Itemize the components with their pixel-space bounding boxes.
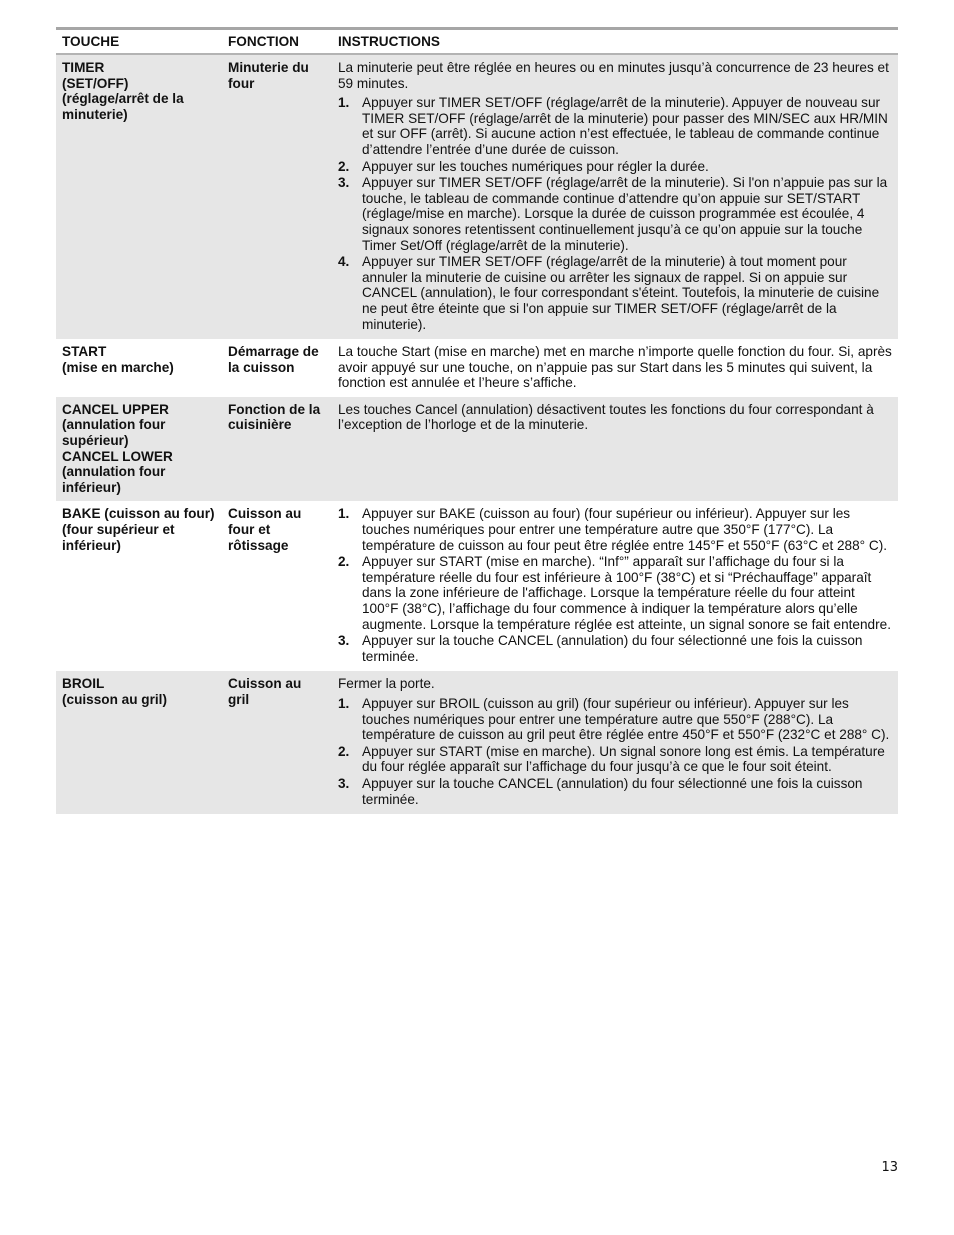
step-number: 2. xyxy=(338,158,350,174)
step-text: Appuyer sur la touche CANCEL (annulation) du four sélectionné une fois la cuisson terminée. xyxy=(362,775,863,807)
step-number: 2. xyxy=(338,554,350,570)
instructions-intro: La minuterie peut être réglée en heures ou en minutes jusqu’à concurrence de 23 heures et 59 minutes. xyxy=(338,60,889,91)
step-item xyxy=(338,506,892,553)
step-number: 3. xyxy=(338,175,350,191)
step-number: 3. xyxy=(338,775,350,791)
page-number: 13 xyxy=(881,1160,898,1175)
instructions-cell xyxy=(332,671,898,814)
instructions-intro: Fermer la porte. xyxy=(338,676,435,692)
function-label: Minuterie du four xyxy=(228,60,309,91)
function-label: Fonction de la cuisinière xyxy=(228,401,321,433)
oven-controls-table xyxy=(56,27,898,814)
step-text: Appuyer sur TIMER SET/OFF (réglage/arrêt de la minuterie). Appuyer de nouveau sur TIMER SET/OFF (réglage/arrêt de la minuterie) pour passer des MIN/SEC aux HR/MIN et sur OFF (arrêt). Si aucune action n’est effectuée, le tableau de commande continue d’attendre l’entrée d’une durée de cuisson. xyxy=(362,95,888,157)
header-fonction: FONCTION xyxy=(222,29,332,55)
key-cell xyxy=(56,397,222,502)
header-touche: TOUCHE xyxy=(56,29,222,55)
key-label: BROIL (cuisson au gril) xyxy=(62,676,167,707)
table-header-row xyxy=(56,29,898,55)
step-item xyxy=(338,744,892,775)
instructions-steps xyxy=(338,95,892,332)
function-cell xyxy=(222,501,332,671)
key-cell xyxy=(56,671,222,814)
step-text: Appuyer sur BROIL (cuisson au gril) (four supérieur ou inférieur). Appuyer sur les touches numériques pour entrer une température autre que 550°F (288°C). La température de cuisson au gril peut être réglée entre 450°F et 550°F (232°C et 288° C). xyxy=(362,695,890,743)
key-cell xyxy=(56,54,222,339)
key-cell xyxy=(56,501,222,671)
step-item xyxy=(338,175,892,253)
instructions-steps xyxy=(338,506,892,664)
step-number: 1. xyxy=(338,95,350,111)
step-item xyxy=(338,95,892,157)
step-number: 2. xyxy=(338,743,350,759)
step-number: 4. xyxy=(338,254,350,270)
step-text: Appuyer sur START (mise en marche). Un signal sonore long est émis. La température du four réglée apparaît sur l’affichage du four jusqu’à ce que le four soit éteint. xyxy=(362,743,885,775)
step-number: 3. xyxy=(338,633,350,649)
instructions-intro: Les touches Cancel (annulation) désactivent toutes les fonctions du four correspondant à l’exception de l’horloge et de la minuterie. xyxy=(338,401,874,433)
key-cell xyxy=(56,339,222,397)
key-label: TIMER (SET/OFF) (réglage/arrêt de la minuterie) xyxy=(62,60,184,122)
step-text: Appuyer sur les touches numériques pour régler la durée. xyxy=(362,158,709,174)
function-cell xyxy=(222,54,332,339)
table-row-bake xyxy=(56,501,898,671)
function-cell xyxy=(222,339,332,397)
step-item xyxy=(338,254,892,332)
instructions-cell xyxy=(332,501,898,671)
instructions-cell xyxy=(332,339,898,397)
step-item xyxy=(338,776,892,807)
key-label: CANCEL UPPER (annulation four supérieur) CANCEL LOWER (annulation four inférieur) xyxy=(62,401,173,495)
function-cell xyxy=(222,397,332,502)
step-number: 1. xyxy=(338,506,350,522)
table-row-timer xyxy=(56,54,898,339)
table-row-broil xyxy=(56,671,898,814)
instructions-intro: La touche Start (mise en marche) met en marche n’importe quelle fonction du four. Si, après avoir appuyé sur une touche, on n’appuie pas sur Start dans les 5 minutes qui suivent, la fonction est annulée et l’heure s’affiche. xyxy=(338,344,892,391)
step-item xyxy=(338,696,892,743)
instructions-cell xyxy=(332,54,898,339)
step-text: Appuyer sur TIMER SET/OFF (réglage/arrêt de la minuterie) à tout moment pour annuler la minuterie de cuisine ou arrêter les signaux de rappel. Si on appuie sur CANCEL (annulation), le four correspondant s'éteint. Toutefois, la minuterie de cuisine ne peut être éteinte que si l'on appuie sur TIMER SET/OFF (réglage/arrêt de la minuterie). xyxy=(362,254,880,332)
function-cell xyxy=(222,671,332,814)
step-item xyxy=(338,554,892,632)
function-label: Cuisson au four et rôtissage xyxy=(228,506,302,553)
step-text: Appuyer sur TIMER SET/OFF (réglage/arrêt de la minuterie). Si l'on n’appuie pas sur la touche, le tableau de commande continue d’attendre qu’on appuie sur SET/START (réglage/mise en marche). Lorsque la durée de cuisson programmée est écoulée, 4 signaux sonores retentissent continuellement jusqu’à ce qu’on appuie sur la touche Timer Set/Off (réglage/arrêt de la minuterie). xyxy=(362,175,888,253)
function-label: Démarrage de la cuisson xyxy=(228,344,319,375)
function-label: Cuisson au gril xyxy=(228,676,302,707)
step-number: 1. xyxy=(338,695,350,711)
key-label: START (mise en marche) xyxy=(62,344,174,375)
step-item xyxy=(338,633,892,664)
step-text: Appuyer sur la touche CANCEL (annulation) du four sélectionné une fois la cuisson terminée. xyxy=(362,633,863,664)
table-row-cancel xyxy=(56,397,898,502)
step-item xyxy=(338,159,892,175)
instructions-steps xyxy=(338,696,892,807)
step-text: Appuyer sur START (mise en marche). “Inf°” apparaît sur l’affichage du four si la température réelle du four est inférieure à 100°F (38°C) et si “Préchauffage” apparaît dans la zone inférieure de l'affichage. Lorsque la température réelle du four atteint 100°F (38°C), l’affichage du four commence à indiquer la température alors qu’elle augmente. Lorsque la température réglée est atteinte, un signal sonore se fait entendre. xyxy=(362,554,891,632)
key-label: BAKE (cuisson au four) (four supérieur et inférieur) xyxy=(62,506,215,553)
header-instructions: INSTRUCTIONS xyxy=(332,29,898,55)
instructions-cell xyxy=(332,397,898,502)
table-row-start xyxy=(56,339,898,397)
step-text: Appuyer sur BAKE (cuisson au four) (four supérieur ou inférieur). Appuyer sur les touches numériques pour entrer une température autre que 350°F (177°C). La température de cuisson au four peut être réglée entre 145°F et 550°F (63°C et 288° C). xyxy=(362,506,888,553)
